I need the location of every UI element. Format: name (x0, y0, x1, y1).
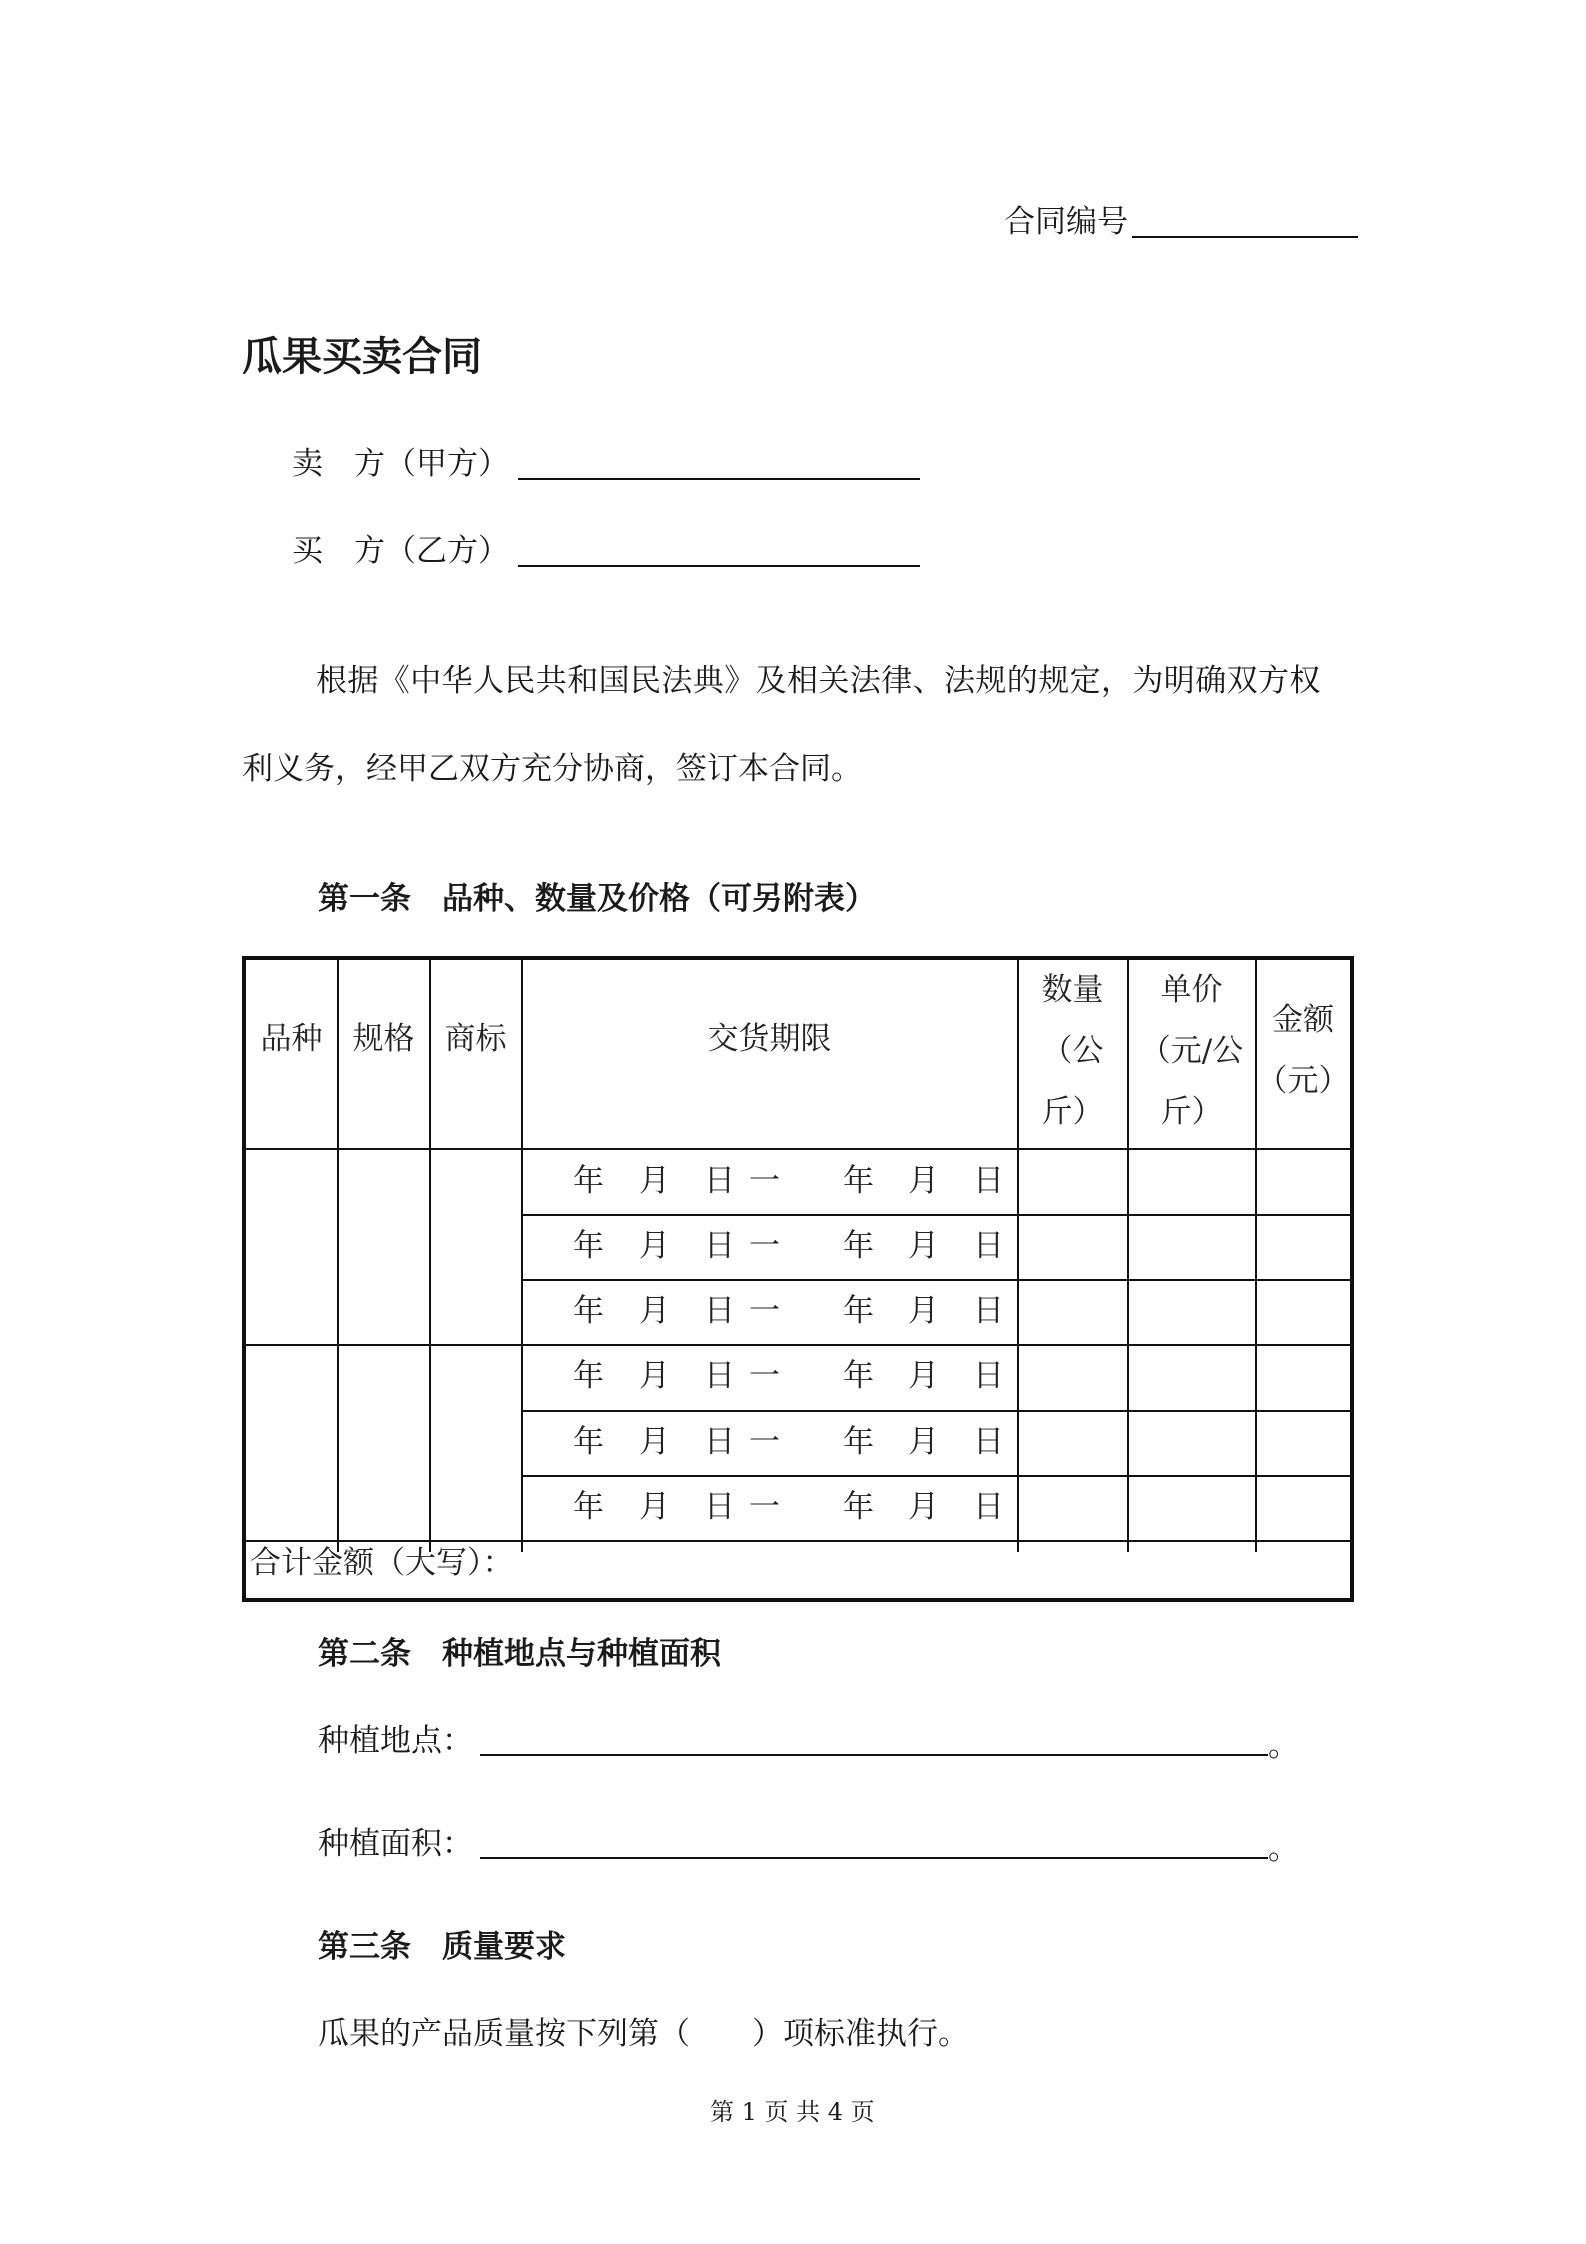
planting-location-label: 种植地点： (318, 1723, 473, 1759)
delivery-date-row: 年 月 日 一 年 月 日 (573, 1228, 1004, 1264)
delivery-date-row: 年 月 日 一 年 月 日 (573, 1293, 1004, 1329)
intro-line-1: 根据《中华人民共和国民法典》及相关法律、法规的规定，为明确双方权 (316, 663, 1321, 699)
total-amount-label: 合计金额（大写）： (250, 1545, 514, 1581)
header-amount: 金额 （元） (1256, 1002, 1350, 1099)
article-2-heading: 第二条 种植地点与种植面积 (318, 1636, 721, 1672)
planting-location-field[interactable] (480, 1754, 1268, 1756)
header-variety: 品种 (260, 1021, 323, 1057)
delivery-date-row: 年 月 日 一 年 月 日 (573, 1358, 1004, 1394)
delivery-date-row: 年 月 日 一 年 月 日 (573, 1424, 1004, 1460)
delivery-date-row: 年 月 日 一 年 月 日 (573, 1489, 1004, 1525)
article-1-heading: 第一条 品种、数量及价格（可另附表） (318, 881, 876, 917)
seller-label: 卖 方（甲方） (292, 446, 509, 482)
page-number: 第 1 页 共 4 页 (710, 2098, 875, 2126)
goods-table (242, 956, 1354, 1602)
header-spec: 规格 (352, 1021, 415, 1057)
contract-number-field[interactable] (1132, 236, 1358, 238)
intro-line-2: 利义务，经甲乙双方充分协商，签订本合同。 (242, 751, 862, 787)
article-3-heading: 第三条 质量要求 (318, 1929, 566, 1965)
contract-number-label: 合同编号 (1004, 204, 1128, 240)
planting-location-end: 。 (1268, 1728, 1299, 1764)
delivery-date-row: 年 月 日 一 年 月 日 (573, 1163, 1004, 1199)
seller-field[interactable] (518, 478, 920, 480)
buyer-field[interactable] (518, 565, 920, 567)
document-title: 瓜果买卖合同 (242, 334, 482, 380)
quality-standard-text: 瓜果的产品质量按下列第（ ）项标准执行。 (318, 2016, 969, 2052)
planting-area-end: 。 (1268, 1831, 1299, 1867)
header-unit-price: 单价 （元/公 斤） (1139, 972, 1244, 1130)
planting-area-label: 种植面积： (318, 1826, 473, 1862)
header-delivery-period: 交货期限 (707, 1021, 832, 1057)
header-quantity: 数量 （公 斤） (1041, 972, 1104, 1130)
header-brand: 商标 (444, 1021, 507, 1057)
planting-area-field[interactable] (480, 1857, 1268, 1859)
buyer-label: 买 方（乙方） (292, 533, 509, 569)
